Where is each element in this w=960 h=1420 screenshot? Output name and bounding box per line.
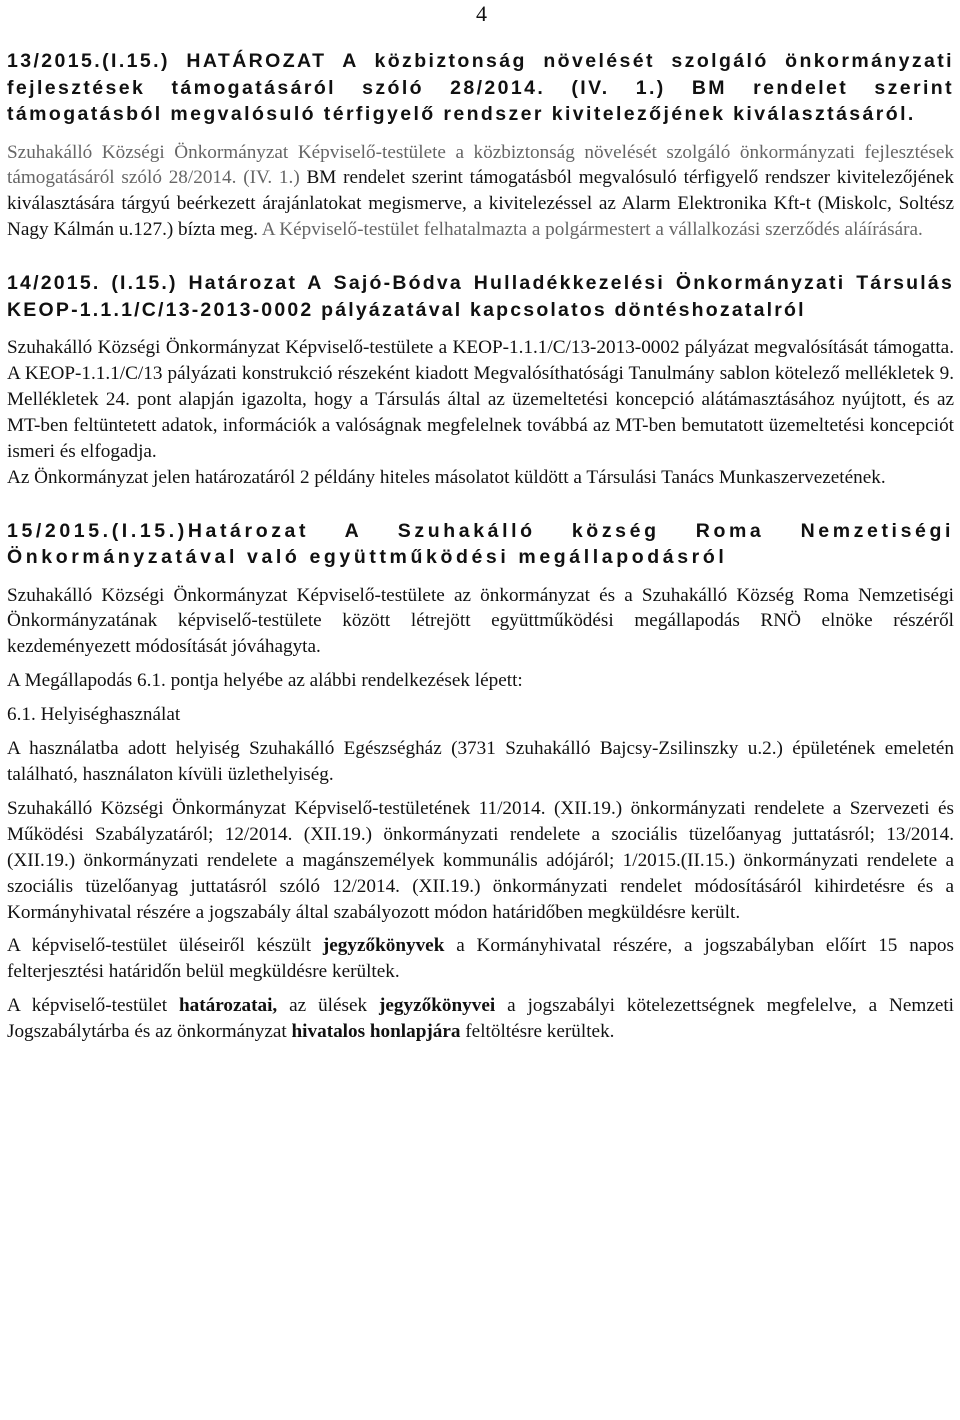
resolution-14-note: Az Önkormányzat jelen határozatáról 2 példány hiteles másolatot küldött a Társulási Tanács Munkaszervezetének.: [7, 466, 886, 488]
closing-section: [7, 796, 954, 1045]
publication-paragraph: [7, 993, 954, 1045]
publication-text-d: feltöltésre kerültek.: [460, 1021, 615, 1043]
resolution-14-2015: [7, 270, 954, 490]
decrees-paragraph: Szuhakálló Községi Önkormányzat Képviselő-testületének 11/2014. (XII.19.) önkormányzati rendelete a Szervezeti és Működési Szabályzatáról; 12/2014. (XII.19.) önkormányzati rendelete a szociális tüzelőanyag juttatásról; 13/2014.(XII.19.) önkormányzati rendelete a magánszemélyek kommunális adójáról; 1/2015.(II.15.) önkormányzati rendelete a szociális tüzelőanyag juttatásról szóló 12/2014. (XII.19.) önkormányzati rendelet módosításáról kihirdetésre és a Kormányhivatal részére a jogszabály által szabályozott módon határidőben megküldésre került.: [7, 797, 954, 923]
resolution-13-text-main: BM rendelet szerint támogatásból megvalósuló térfigyelő rendszer kivitelezőjének kiválasztására tárgyú beérkezett árajánlatokat megismerve, a kivitelezéssel az Alarm Elektronika Kft-t (Miskolc, Soltész Nagy Kálmán u.127.) bízta meg.: [7, 167, 954, 241]
resolution-15-heading: 15/2015.(I.15.)Határozat A Szuhakálló község Roma Nemzetiségi Önkormányzatával való együttműködési megállapodásról: [7, 519, 954, 569]
publication-bold-resolutions: határozatai,: [178, 995, 278, 1017]
resolution-13-heading: 13/2015.(I.15.) HATÁROZAT A közbiztonság növelését szolgáló önkormányzati fejlesztések támogatásáról szóló 28/2014. (IV. 1.) BM rendelet szerint támogatásból megvalósuló térfigyelő rendszer kivitelezőjének kiválasztásáról.: [7, 50, 954, 125]
publication-text-a: A képviselő-testület: [7, 995, 179, 1017]
resolution-15-premises: A használatba adott helyiség Szuhakálló Egészségház (3731 Szuhakálló Bajcsy-Zsilinszky u.2.) épületének emeletén található, használaton kívüli üzlethelyiség.: [7, 738, 954, 785]
resolution-15-text: Szuhakálló Községi Önkormányzat Képviselő-testülete az önkormányzat és a Szuhakálló Község Roma Nemzetiségi Önkormányzatának képviselő-testülete között létrejött együttműködési megállapodás RNÖ elnöke részéről kezdeményezett módosítását jóváhagyta.: [7, 584, 954, 658]
resolution-15-subheading: 6.1. Helyiséghasználat: [7, 704, 181, 726]
publication-bold-website: hivatalos honlapjára: [291, 1021, 461, 1043]
resolution-15-amendment-intro: A Megállapodás 6.1. pontja helyébe az alábbi rendelkezések lépett:: [7, 670, 523, 692]
minutes-text-a: A képviselő-testület üléseiről készült: [7, 935, 323, 957]
resolution-14-text: Szuhakálló Községi Önkormányzat Képviselő-testülete a KEOP-1.1.1/C/13-2013-0002 pályázat megvalósítását támogatta. A KEOP-1.1.1/C/13 pályázati konstrukció részeként kiadott Megvalósíthatósági Tanulmány sablon kötelező mellékletek 9. Mellékletek 24. pont alapján igazolta, hogy a Társulás által az üzemeltetési koncepció alátámasztásához nyújtott, és az MT-ben feltüntetett adatok, információk a valóságnak megfelelnek továbbá az MT-ben bemutatott üzemeltetési koncepciót ismeri és elfogadja.: [7, 337, 954, 462]
publication-text-c: a jogszabályi kötelezettségnek megfelelve, a Nemzeti Jogszabálytárba és az önkormányzat: [7, 995, 955, 1043]
minutes-bold: jegyzőkönyvek: [322, 935, 445, 957]
resolution-13-text: [7, 140, 954, 244]
minutes-text-b: a Kormányhivatal részére, a jogszabályban előírt 15 napos felterjesztési határidőn belül megküldésre kerültek.: [7, 935, 954, 983]
resolution-14-heading: 14/2015. (I.15.) Határozat A Sajó-Bódva Hulladékkezelési Önkormányzati Társulás KEOP-1.1.1/C/13-2013-0002 pályázatával kapcsolatos döntéshozatalról: [7, 272, 954, 321]
minutes-paragraph: [7, 933, 954, 985]
publication-text-b: az ülések: [277, 995, 380, 1017]
page-number: 4: [476, 1, 487, 26]
resolution-15-2015: [7, 518, 954, 788]
publication-bold-minutes: jegyzőkönyvei: [379, 995, 496, 1017]
resolution-13-text-faded-start: Szuhakálló Községi Önkormányzat Képviselő-testülete a közbiztonság növelését szolgáló önkormányzati fejlesztések támogatásáról szóló 28/2014. (IV. 1.): [7, 141, 954, 189]
resolution-13-text-faded-end: A Képviselő-testület felhatalmazta a polgármestert a vállalkozási szerződés aláírására.: [257, 219, 923, 241]
resolution-13-2015: [7, 48, 954, 243]
